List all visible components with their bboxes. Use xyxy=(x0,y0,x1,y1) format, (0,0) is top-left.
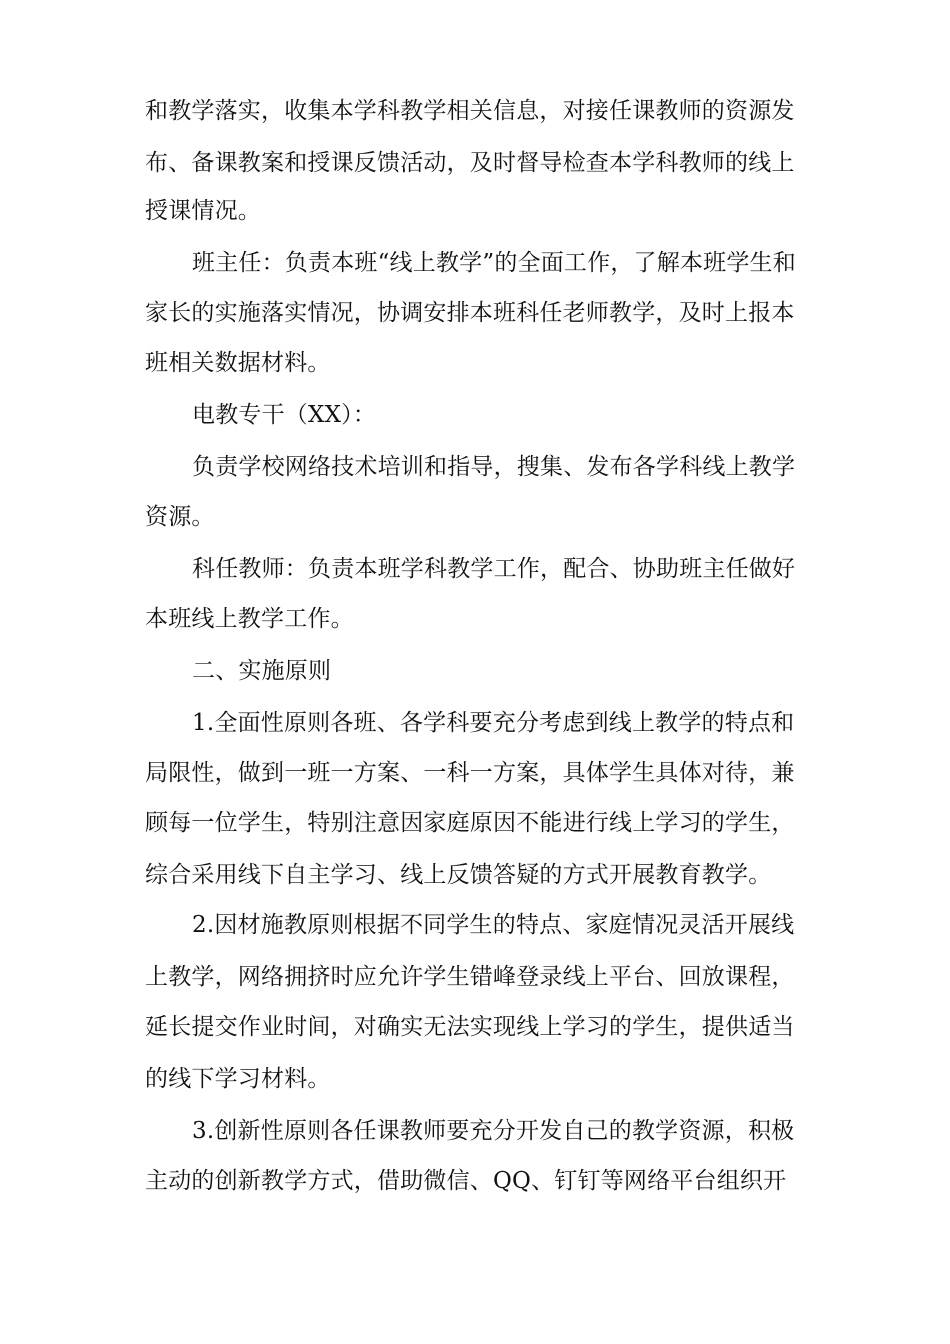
text-line: 局限性，做到一班一方案、一科一方案，具体学生具体对待，兼 xyxy=(145,760,795,786)
text-line: 顾每一位学生，特别注意因家庭原因不能进行线上学习的学生， xyxy=(145,810,795,836)
text-line: 资源。 xyxy=(145,504,215,530)
text-line: 和教学落实，收集本学科教学相关信息，对接任课教师的资源发 xyxy=(145,98,795,124)
paragraph-head-principle-3: 3.创新性原则各任课教师要充分开发自己的教学资源，积极 xyxy=(192,1118,795,1144)
text-line: 班相关数据材料。 xyxy=(145,350,331,376)
text-line: 综合采用线下自主学习、线上反馈答疑的方式开展教育教学。 xyxy=(145,862,772,888)
paragraph-head-principle-2: 2.因材施教原则根据不同学生的特点、家庭情况灵活开展线 xyxy=(192,912,795,938)
text-line: 本班线上教学工作。 xyxy=(145,606,354,632)
paragraph-head-class-teacher: 班主任：负责本班“线上教学”的全面工作，了解本班学生和 xyxy=(192,250,796,276)
text-line: 主动的创新教学方式，借助微信、QQ、钉钉等网络平台组织开 xyxy=(145,1168,787,1194)
section-heading: 二、实施原则 xyxy=(192,658,332,684)
text-line: 延长提交作业时间，对确实无法实现线上学习的学生，提供适当 xyxy=(145,1014,795,1040)
text-line: 授课情况。 xyxy=(145,198,261,224)
text-line: 家长的实施落实情况，协调安排本班科任老师教学，及时上报本 xyxy=(145,300,795,326)
text-line: 的线下学习材料。 xyxy=(145,1066,331,1092)
paragraph-head-subject-teacher: 科任教师：负责本班学科教学工作，配合、协助班主任做好 xyxy=(192,556,796,582)
text-line: 上教学，网络拥挤时应允许学生错峰登录线上平台、回放课程， xyxy=(145,964,795,990)
text-line: 负责学校网络技术培训和指导，搜集、发布各学科线上教学 xyxy=(192,454,796,480)
text-line: 布、备课教案和授课反馈活动，及时督导检查本学科教师的线上 xyxy=(145,150,795,176)
paragraph-head-principle-1: 1.全面性原则各班、各学科要充分考虑到线上教学的特点和 xyxy=(192,710,795,736)
paragraph-head-av-staff: 电教专干（XX）： xyxy=(192,402,377,428)
